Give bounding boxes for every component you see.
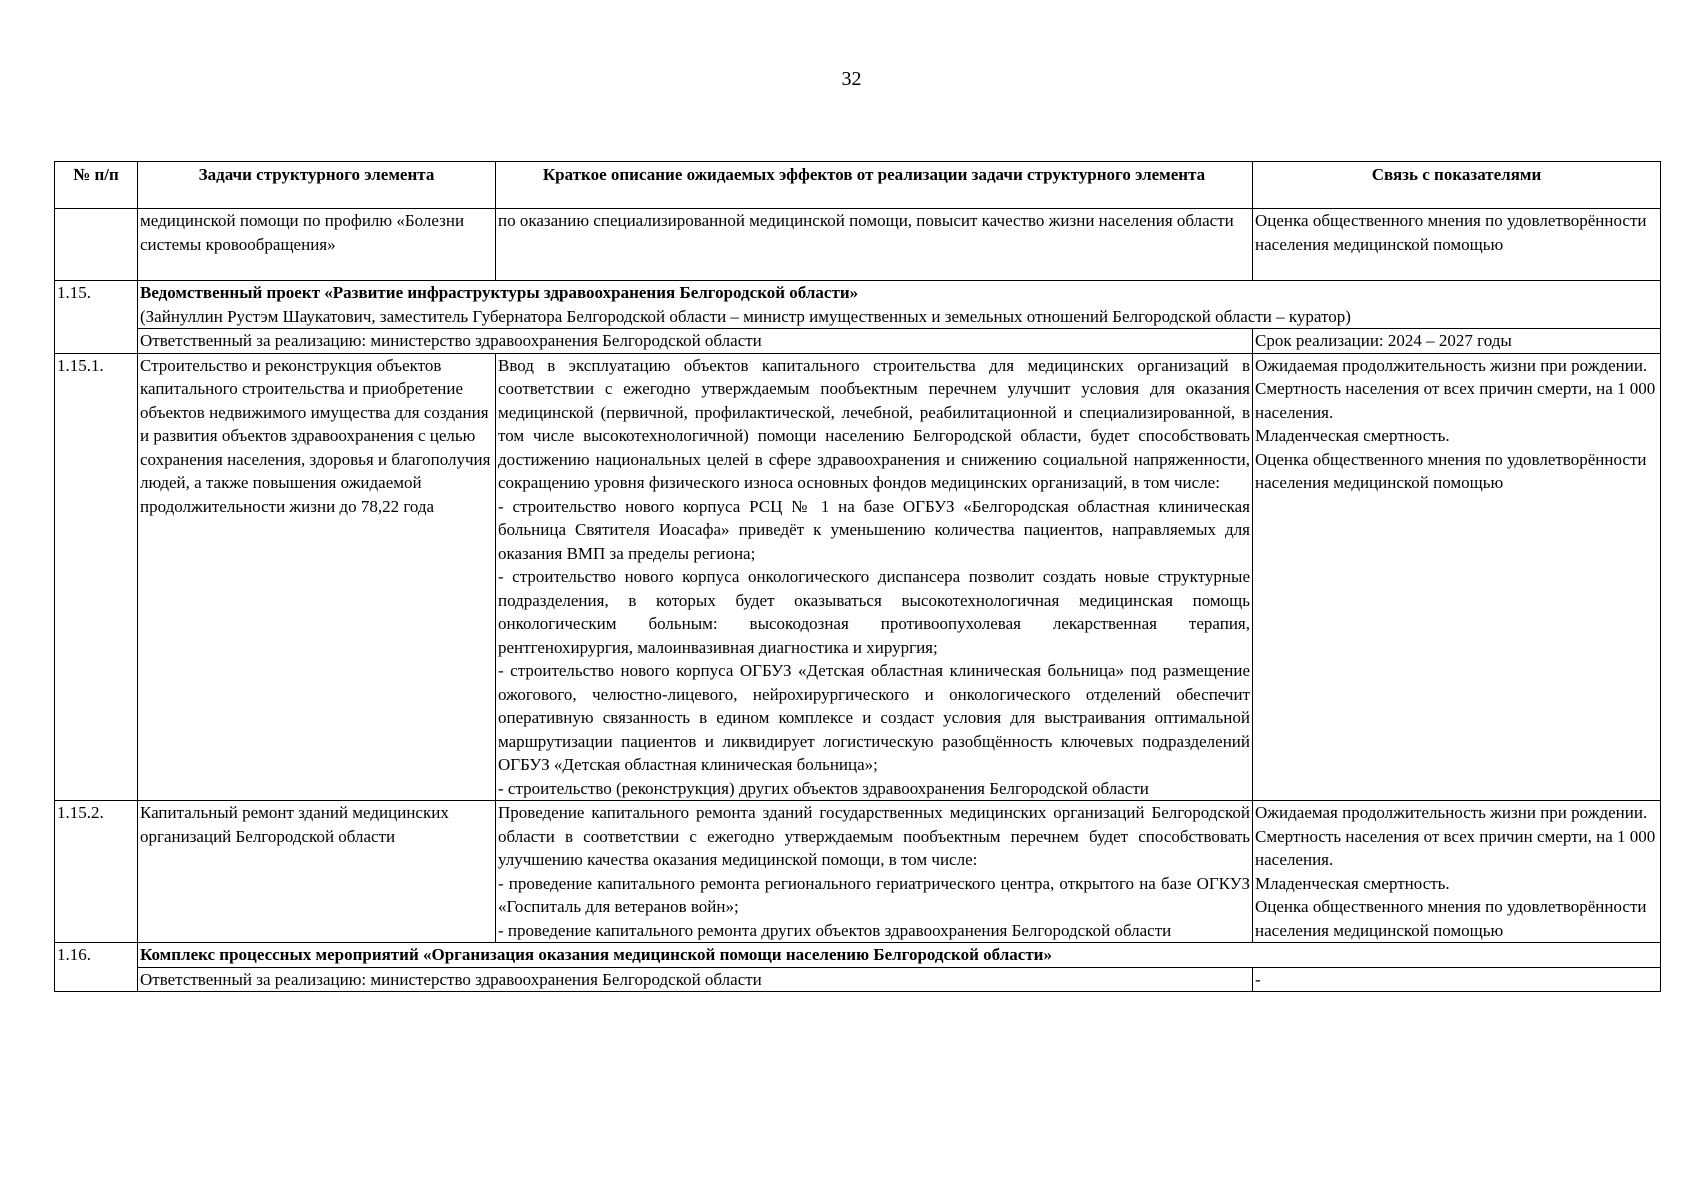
indicator: Младенческая смертность.	[1255, 873, 1450, 893]
cell-task: Капитальный ремонт зданий медицинских организаций Белгородской области	[138, 801, 496, 943]
section-responsible: Ответственный за реализацию: министерство здравоохранения Белгородской области	[138, 329, 1253, 354]
cell-task: медицинской помощи по профилю «Болезни системы кровообращения»	[138, 209, 496, 281]
cell-effect	[496, 353, 1253, 801]
section-row-1-15	[55, 281, 1661, 329]
cell-num	[55, 209, 138, 281]
indicator: Смертность населения от всех причин смерти, на 1 000 населения.	[1255, 826, 1656, 869]
section-responsible-row-1-16	[55, 967, 1661, 992]
section-title: Ведомственный проект «Развитие инфраструктуры здравоохранения Белгородской области»	[140, 283, 859, 302]
effect-item: - проведение капитального ремонта регионального гериатрического центра, открытого на базе ОГКУЗ «Госпиталь для ветеранов войн»;	[498, 873, 1250, 916]
table-header-row	[55, 162, 1661, 209]
cell-effect	[496, 801, 1253, 943]
header-num: № п/п	[55, 162, 138, 209]
indicator: Ожидаемая продолжительность жизни при рождении.	[1255, 803, 1648, 822]
effect-item: - строительство нового корпуса РСЦ № 1 на базе ОГБУЗ «Белгородская областная клиническая больница Святителя Иоасафа» приведёт к уменьшению количества пациентов, направляемых для оказания ВМП за пределы региона;	[498, 496, 1250, 563]
effect-item: - строительство (реконструкция) других объектов здравоохранения Белгородской области	[498, 778, 1149, 798]
section-num-empty	[55, 967, 138, 992]
section-row-1-16	[55, 943, 1661, 968]
indicator: Младенческая смертность.	[1255, 426, 1450, 445]
cell-effect: по оказанию специализированной медицинской помощи, повысит качество жизни населения области	[496, 209, 1253, 281]
indicator: Оценка общественного мнения по удовлетворённости населения медицинской помощью	[1255, 897, 1647, 940]
table-row-1-15-2	[55, 801, 1661, 943]
cell-task: Строительство и реконструкция объектов капитального строительства и приобретение объектов недвижимого имущества для создания и развития объектов здравоохранения с целью сохранения населения, здоровья и благополучия людей, а также повышения ожидаемой продолжительности жизни до 78,22 года	[138, 353, 496, 801]
header-indicators: Связь с показателями	[1253, 162, 1661, 209]
page-number: 32	[841, 68, 862, 90]
cell-indicators: Оценка общественного мнения по удовлетворённости населения медицинской помощью	[1253, 209, 1661, 281]
section-term: Срок реализации: 2024 – 2027 годы	[1253, 329, 1661, 354]
section-responsible-row-1-15	[55, 329, 1661, 354]
section-term: -	[1253, 967, 1661, 992]
effect-item: - строительство нового корпуса онкологического диспансера позволит создать новые структурные подразделения, в которых будет оказываться высокотехнологичная медицинская помощь онкологическим больным: высокодозная противоопухолевая лекарственная терапия, рентгенохирургия, малоинвазивная диагностика и хирургия;	[498, 567, 1250, 657]
section-responsible: Ответственный за реализацию: министерство здравоохранения Белгородской области	[138, 967, 1253, 992]
section-num: 1.16.	[55, 943, 138, 968]
table-row-1-15-1	[55, 353, 1661, 801]
effect-intro: Проведение капитального ремонта зданий государственных медицинских организаций Белгородской области в соответствии с ежегодно утверждаемым пообъектным перечнем будет способствовать улучшению качества оказания медицинской помощи, в том числе:	[498, 803, 1250, 869]
header-effects: Краткое описание ожидаемых эффектов от реализации задачи структурного элемента	[496, 162, 1253, 209]
section-title-cell	[138, 281, 1661, 329]
header-tasks: Задачи структурного элемента	[138, 162, 496, 209]
cell-indicators	[1253, 353, 1661, 801]
indicator: Оценка общественного мнения по удовлетворённости населения медицинской помощью	[1255, 449, 1647, 492]
section-curator: (Зайнуллин Рустэм Шаукатович, заместитель Губернатора Белгородской области – министр имущественных и земельных отношений Белгородской области – куратор)	[140, 306, 1351, 326]
cell-num: 1.15.1.	[55, 353, 138, 801]
effect-item: - строительство нового корпуса ОГБУЗ «Детская областная клиническая больница» под размещение ожогового, челюстно-лицевого, нейрохирургического и онкологического отделений обеспечит оперативную связанность в едином комплексе и создаст условия для выстраивания оптимальной маршрутизации пациентов и ликвидирует логистическую разобщённость ключевых подразделений ОГБУЗ «Детская областная клиническая больница»;	[498, 661, 1250, 774]
section-title: Комплекс процессных мероприятий «Организация оказания медицинской помощи населению Белгородской области»	[138, 943, 1661, 968]
effect-item: - проведение капитального ремонта других объектов здравоохранения Белгородской области	[498, 920, 1172, 940]
indicator: Ожидаемая продолжительность жизни при рождении.	[1255, 355, 1648, 375]
cell-indicators	[1253, 801, 1661, 943]
indicator: Смертность населения от всех причин смерти, на 1 000 населения.	[1255, 379, 1656, 422]
table-row-continuation	[55, 209, 1661, 281]
tasks-table	[54, 161, 1661, 992]
cell-num: 1.15.2.	[55, 801, 138, 943]
effect-intro: Ввод в эксплуатацию объектов капитального строительства для медицинских организаций в соответствии с ежегодно утверждаемым пообъектным перечнем улучшит условия для оказания медицинской (первичной, профилактической, лечебной, реабилитационной и специализированной, в том числе высокотехнологичной) помощи населению Белгородской области, будет способствовать достижению национальных целей в сфере здравоохранения и снижению социальной напряженности, сокращению уровня физического износа основных фондов медицинских организаций, в том числе:	[498, 355, 1250, 492]
section-num-empty	[55, 329, 138, 354]
section-num: 1.15.	[55, 281, 138, 329]
